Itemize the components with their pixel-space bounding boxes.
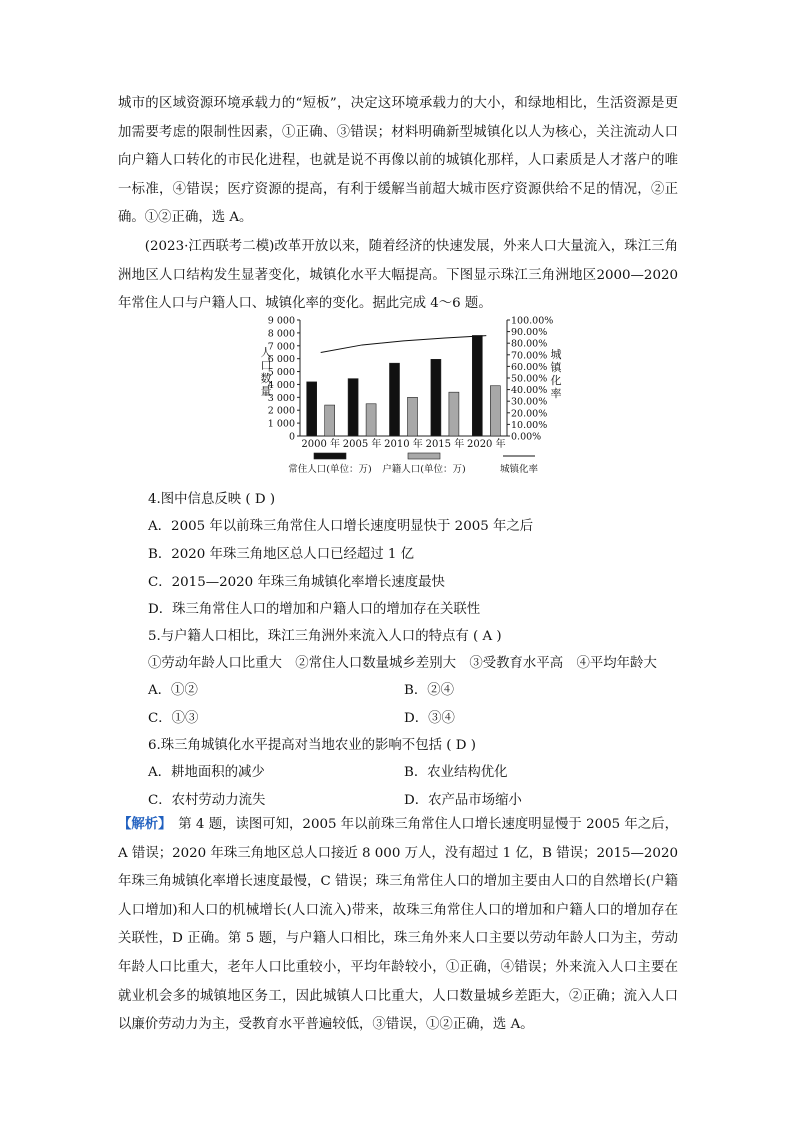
y-right-tick-label: 20.00% [511,408,548,420]
legend-resident-swatch [314,453,346,459]
bar-resident-population [390,363,400,436]
x-tick-label: 2005 年 [342,439,382,450]
context-paragraph: (2023·江西联考二模)改革开放以来，随着经济的快速发展，外来人口大量流入，珠江三角洲地区人口结构发生显著变化，城镇化水平大幅提高。下图显示珠江三角洲地区2000—2020 年常住人口与户籍人口、城镇化率的变化。据此完成 4～6 题。 [118,239,678,312]
intro-paragraph: 城市的区域资源环境承载力的“短板”，决定这环境承载力的大小，和绿地相比，生活资源是更加需要考虑的限制性因素，①正确、③错误；材料明确新型城镇化以人为核心，关注流动人口向户籍人口转化的市民化进程，也就是说不再像以前的城镇化那样，人口素质是人才落户的唯一标准，④错误；医疗资源的提高，有利于缓解当前超大城市医疗资源供给不足的情况，②正确。①②正确，选 A。 [118,96,678,226]
bar-resident-population [431,359,441,436]
q6-stem: 6.珠三角城镇化水平提高对当地农业的影响不包括 ( D ) [148,738,476,753]
legend-resident-label: 常住人口(单位：万) [288,464,372,475]
y-tick-label: 3 000 [267,392,295,404]
y-tick-label: 1 000 [267,418,295,430]
analysis-paragraph [118,810,678,1040]
bar-registered-population [325,405,335,436]
y-right-tick-label: 60.00% [511,361,548,373]
bar-registered-population [366,404,376,436]
q5-option-c: C．①③ [148,711,199,726]
y-axis-title: 人口数量 [260,346,272,398]
q5-option-a: A．①② [148,683,198,698]
y-right-tick-label: 0.00% [511,431,542,443]
bar-resident-population [348,379,358,436]
legend-registered-swatch [408,453,440,459]
y-right-tick-label: 70.00% [511,350,548,362]
q5-option-b: B．②④ [404,683,455,698]
legend-registered-label: 户籍人口(单位：万) [382,464,466,475]
y-tick-label: 2 000 [267,405,295,417]
urbanization-rate-line [321,336,487,353]
q4-option-b: B．2020 年珠三角地区总人口已经超过 1 亿 [148,547,415,562]
y-right-axis-title: 城镇化率 [550,348,562,400]
y-right-tick-label: 40.00% [511,385,548,397]
bar-registered-population [408,397,418,436]
y-right-tick-label: 30.00% [511,396,548,408]
y-tick-label: 5 000 [267,367,295,379]
bar-resident-population [307,382,317,436]
bar-registered-population [490,386,500,436]
q6-option-b: B．农业结构优化 [404,765,508,780]
y-tick-label: 0 [288,431,295,443]
analysis-text: 第 4 题，读图可知，2005 年以前珠三角常住人口增长速度明显慢于 2005 年之后，A 错误；2020 年珠三角地区总人口接近 8 000 万人，没有超过 1 亿，B 错误；2015—2020 年珠三角城镇化率增长速度最慢，C 错误；珠三角常住人口的增加主要由人口的自然增长(户籍人口增加)和人口的机械增长(人口流入)带来，故珠三角常住人口的增加和户籍人口的增加存在关联性，D 正确。第 5 题，与户籍人口相比，珠三角外来人口主要以劳动年龄人口为主，劳动年龄人口比重大，老年人口比重较小，平均年龄较小，①正确，④错误；外来流入人口主要在就业机会多的城镇地区务工，因此城镇人口比重大，人口数量城乡差距大，②正确；流入人口以廉价劳动力为主，受教育水平普遍较低，③错误，①②正确，选 A。 [118,817,678,1033]
y-right-tick-label: 10.00% [511,419,548,431]
y-tick-label: 6 000 [267,354,295,366]
y-tick-label: 7 000 [267,341,295,353]
x-tick-label: 2020 年 [466,439,506,450]
legend-urbanization-label: 城镇化率 [499,464,539,475]
y-tick-label: 8 000 [267,328,295,340]
x-tick-label: 2015 年 [425,439,465,450]
q6-option-d: D．农产品市场缩小 [404,793,522,808]
q5-stem: 5.与户籍人口相比，珠江三角洲外来流入人口的特点有 ( A ) [148,629,502,644]
q6-option-a: A．耕地面积的减少 [148,765,265,780]
x-tick-label: 2010 年 [384,439,423,450]
bar-resident-population [472,335,482,436]
y-right-tick-label: 100.00% [511,315,554,327]
y-right-tick-label: 90.00% [511,327,548,339]
analysis-tag: 【解析】 [118,816,165,832]
x-tick-label: 2000 年 [301,439,341,450]
q4-option-c: C．2015—2020 年珠三角城镇化率增长速度最快 [148,575,445,590]
y-tick-label: 9 000 [267,315,295,327]
q5-option-d: D．③④ [404,711,455,726]
q4-option-a: A．2005 年以前珠三角常住人口增长速度明显快于 2005 年之后 [148,519,534,534]
y-right-tick-label: 50.00% [511,373,548,385]
y-tick-label: 4 000 [267,379,295,391]
q5-items: ①劳动年龄人口比重大 ②常住人口数量城乡差别大 ③受教育水平高 ④平均年龄大 [148,656,657,671]
population-urbanization-chart [0,310,794,480]
q4-option-d: D．珠三角常住人口的增加和户籍人口的增加存在关联性 [148,602,481,617]
bar-registered-population [449,392,459,436]
q4-stem: 4.图中信息反映 ( D ) [148,492,276,507]
y-right-tick-label: 80.00% [511,338,548,350]
q6-option-c: C．农村劳动力流失 [148,793,266,808]
